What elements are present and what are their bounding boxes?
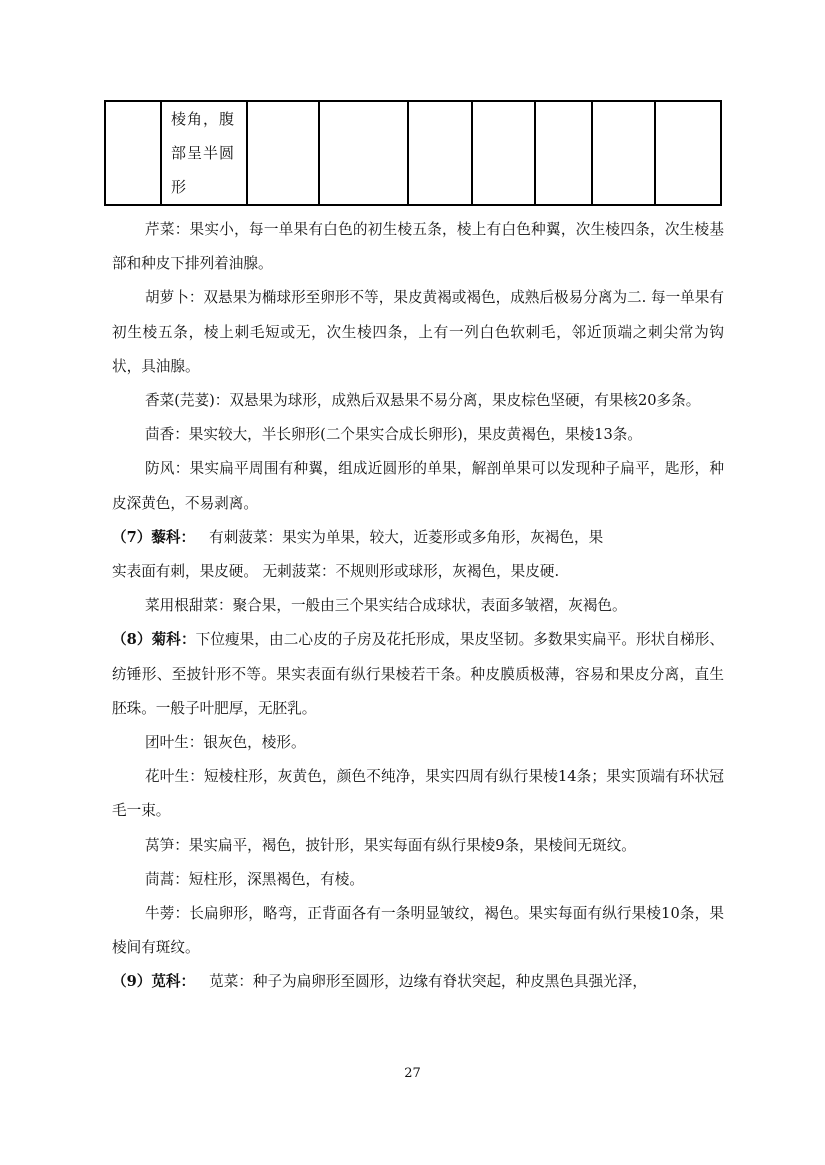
table-cell xyxy=(247,101,319,205)
paragraph-burdock: 牛蒡：长扁卵形，略弯，正背面各有一条明显皱纹，褐色。果实每面有纵行果棱10条，果棱间有斑纹。 xyxy=(112,905,724,957)
table-cell xyxy=(408,101,472,205)
paragraph-amaranthaceae: （9）苋科： 苋菜：种子为扁卵形至圆形，边缘有脊状突起，种皮黑色具强光泽， xyxy=(112,973,647,991)
table-cell xyxy=(161,101,247,205)
table-cell xyxy=(655,101,721,205)
section-heading: （9）苋科： xyxy=(112,973,196,991)
table-cell xyxy=(472,101,535,205)
paragraph-asteraceae: （8）菊科：下位瘦果，由二心皮的子房及花托形成，果皮坚韧。多数果实扁平。形状自梯形、纺锤形、至披针形不等。果实表面有纵行果棱若干条。种皮膜质极薄，容易和果皮分离，直生胚珠。一般子叶肥厚，无胚乳。 xyxy=(112,631,724,717)
body-text xyxy=(112,213,724,1000)
table-cell xyxy=(592,101,655,205)
paragraph-fangfeng: 防风：果实扁平周围有种翼，组成近圆形的单果，解剖单果可以发现种子扁平，匙形，种皮深黄色，不易剥离。 xyxy=(112,460,724,512)
table-row xyxy=(105,101,721,205)
paragraph-chenopodiaceae: （7）藜科： 有刺菠菜：果实为单果，较大，近菱形或多角形，灰褐色，果 xyxy=(112,528,604,546)
page-number: 27 xyxy=(404,1066,421,1081)
section-heading: （7）藜科： xyxy=(112,528,196,546)
table-cell-text: 棱角，腹 部呈半圆 形 xyxy=(171,110,236,196)
paragraph-carrot: 胡萝卜：双悬果为椭球形至卵形不等，果皮黄褐或褐色，成熟后极易分离为二. 每一单果有初生棱五条，棱上刺毛短或无，次生棱四条，上有一列白色软刺毛，邻近顶端之刺尖常为钩状，具油腺。 xyxy=(112,289,724,375)
paragraph-huayesheng: 花叶生：短棱柱形，灰黄色，颜色不纯净，果实四周有纵行果棱14条；果实顶端有环状冠毛一束。 xyxy=(112,768,724,820)
paragraph-celery: 芹菜：果实小，每一单果有白色的初生棱五条，棱上有白色种翼，次生棱四条，次生棱基部和种皮下排列着油腺。 xyxy=(112,221,724,273)
paragraph-tonghao: 茼蒿：短柱形，深黑褐色，有棱。 xyxy=(145,870,364,888)
paragraph-fennel: 茴香：果实较大，半长卵形(二个果实合成长卵形)，果皮黄褐色，果棱13条。 xyxy=(145,426,642,444)
paragraph-beet: 菜用根甜菜：聚合果，一般由三个果实结合成球状，表面多皱褶，灰褐色。 xyxy=(145,597,627,615)
paragraph-tuanyesheng: 团叶生：银灰色，棱形。 xyxy=(145,734,306,752)
paragraph-coriander: 香菜(芫荽)：双悬果为球形，成熟后双悬果不易分离，果皮棕色坚硬，有果核20多条。 xyxy=(145,392,701,410)
table-cell xyxy=(105,101,161,205)
table-cell xyxy=(319,101,408,205)
table-fragment xyxy=(104,100,722,206)
section-heading: （8）菊科： xyxy=(112,631,196,649)
paragraph-lettuce: 莴笋：果实扁平，褐色，披针形，果实每面有纵行果棱9条，果棱间无斑纹。 xyxy=(145,836,636,854)
paragraph-spinach: 实表面有刺，果皮硬。 无刺菠菜：不规则形或球形，灰褐色，果皮硬. xyxy=(112,563,560,581)
table-cell xyxy=(535,101,592,205)
